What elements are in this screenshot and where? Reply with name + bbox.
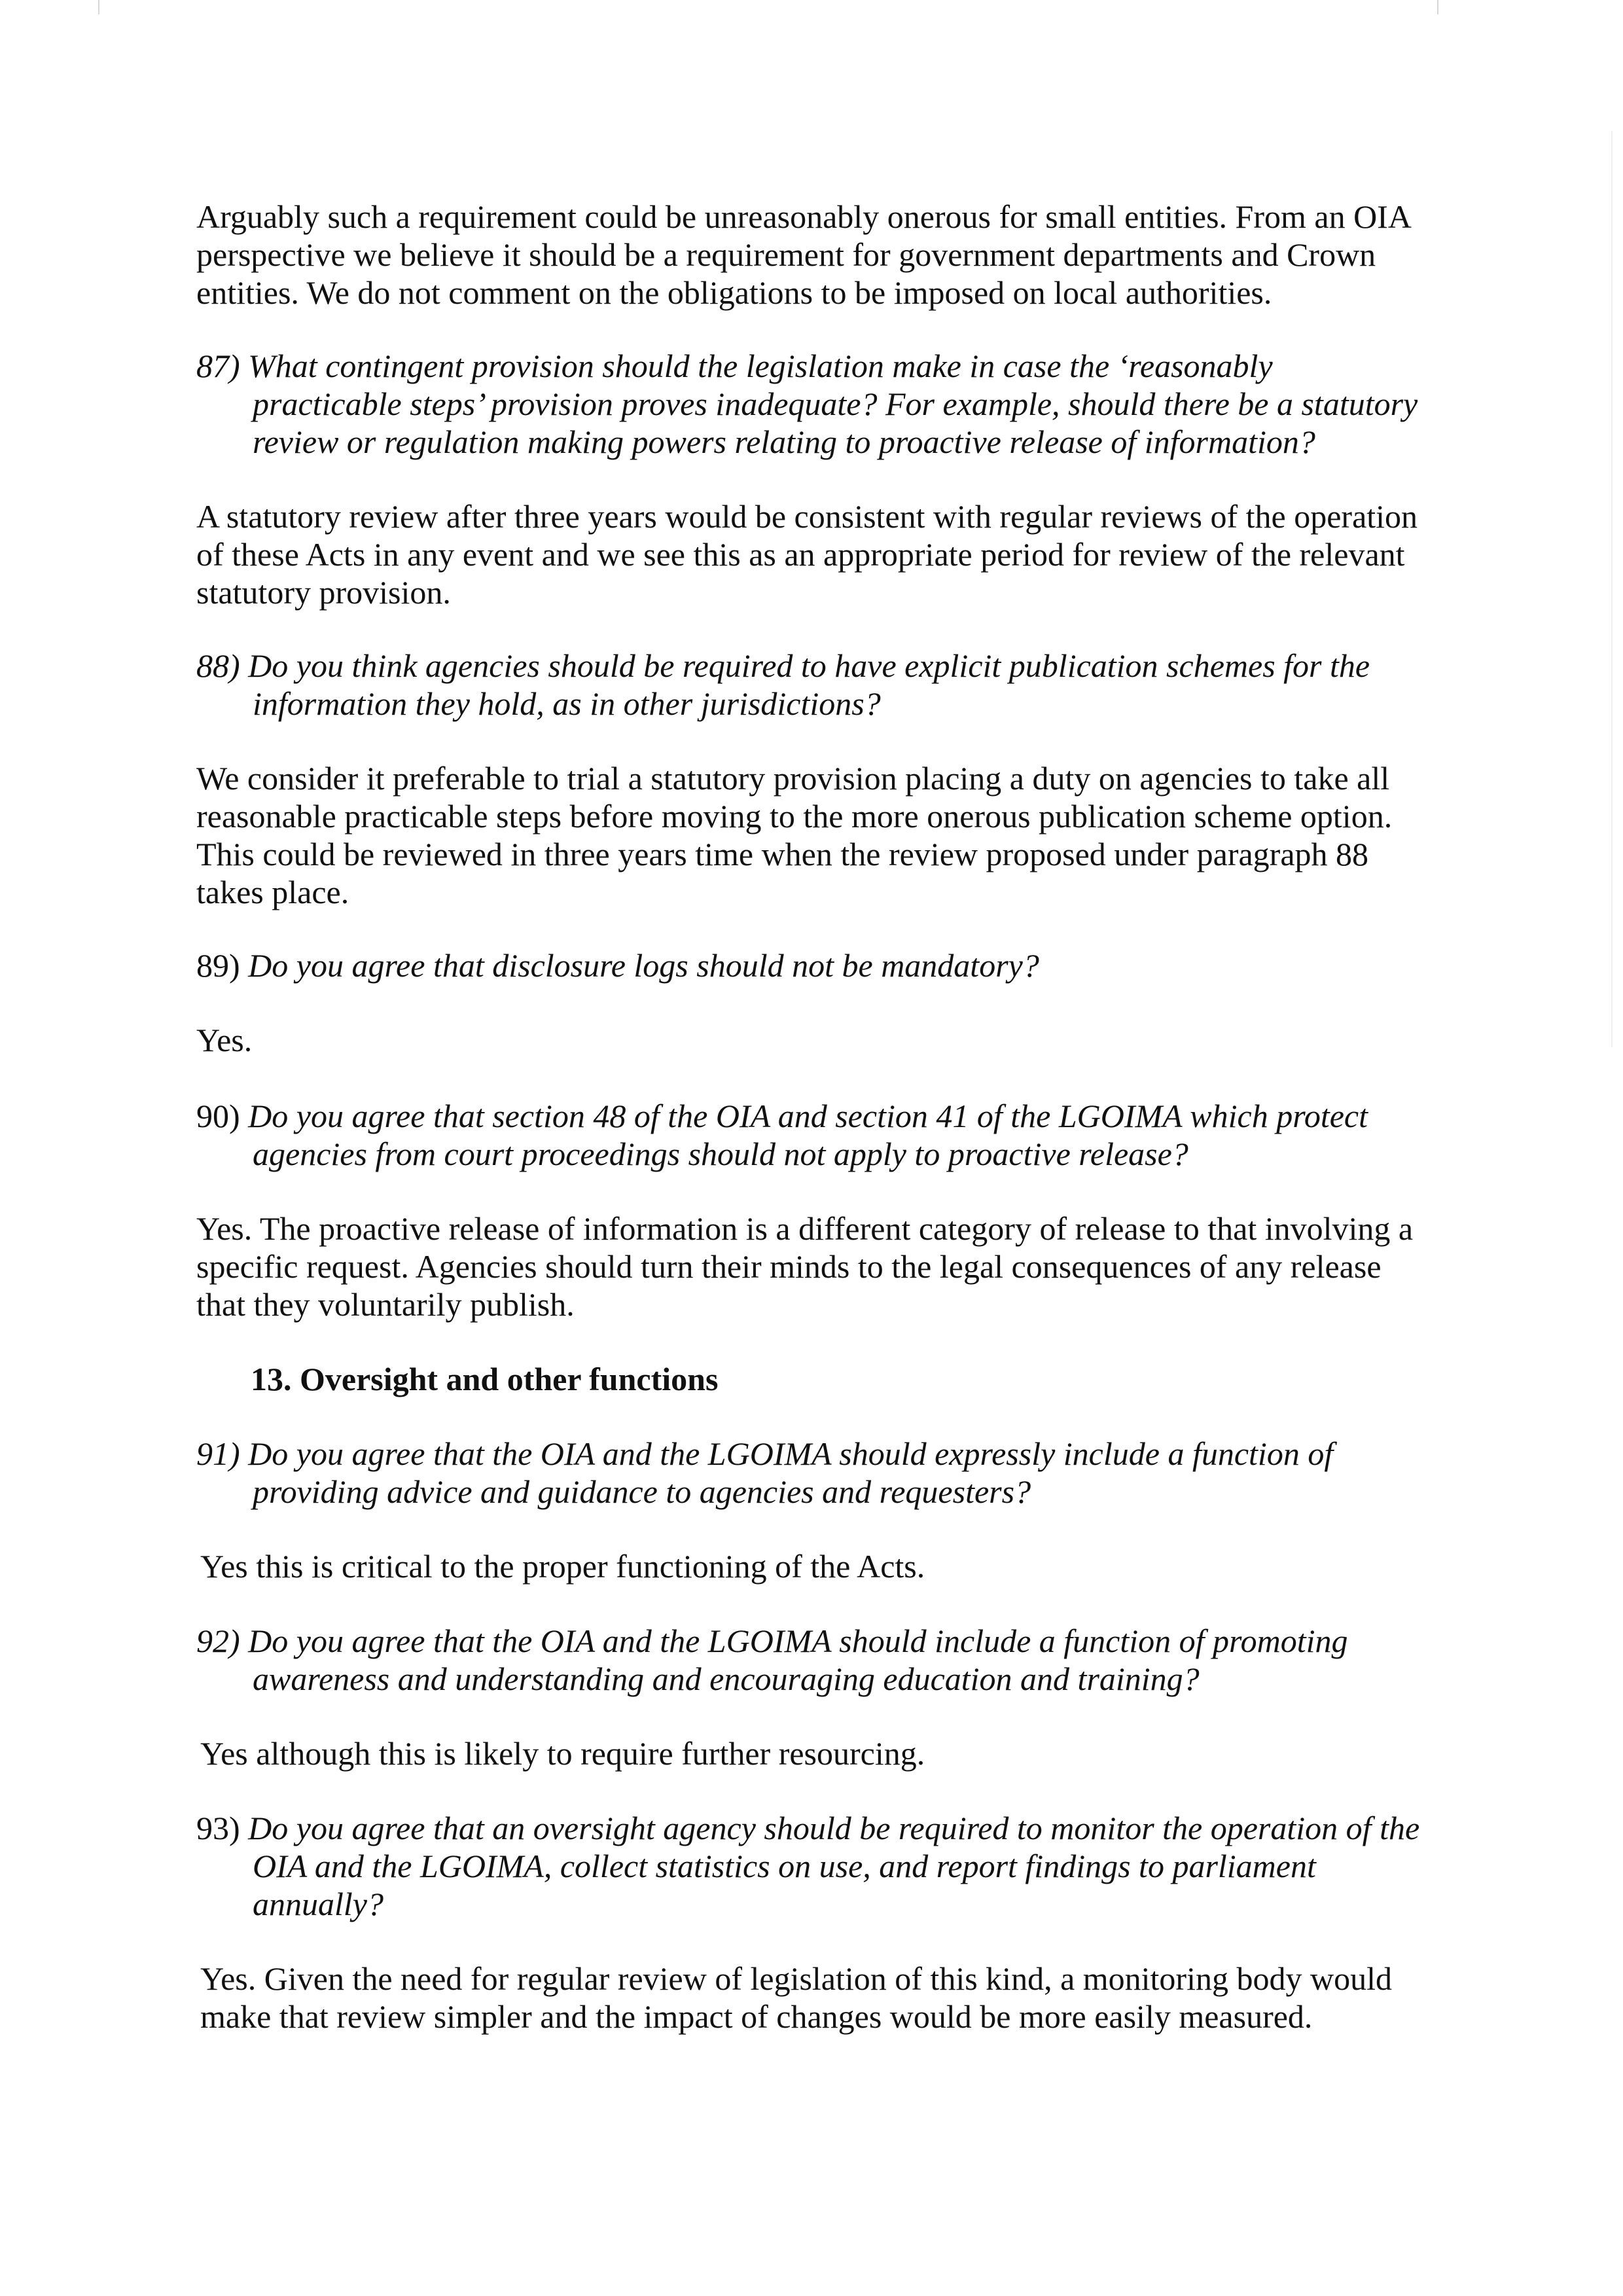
- question-number: 92): [196, 1623, 240, 1659]
- text-line: specific request. Agencies should turn their minds to the legal consequences of any release: [196, 1248, 1382, 1285]
- text-line: perspective we believe it should be a requirement for government departments and Crown: [196, 236, 1376, 273]
- question-text-line: What contingent provision should the legislation make in case the ‘reasonably: [248, 348, 1273, 384]
- question-93: [196, 1809, 1453, 1923]
- question-number: 93): [196, 1810, 240, 1846]
- answer-paragraph: [200, 1547, 1444, 1585]
- question-text-line: Do you think agencies should be required to have explicit publication schemes for the: [248, 647, 1370, 684]
- question-text-line: Do you agree that the OIA and the LGOIMA should expressly include a function of: [248, 1435, 1334, 1472]
- text-line: of these Acts in any event and we see this as an appropriate period for review of the relevant: [196, 536, 1405, 573]
- text-line: We consider it preferable to trial a statutory provision placing a duty on agencies to take all: [196, 760, 1390, 797]
- text-line: Yes this is critical to the proper functioning of the Acts.: [200, 1548, 925, 1585]
- question-text-line: OIA and the LGOIMA, collect statistics on use, and report findings to parliament: [253, 1848, 1316, 1884]
- answer-paragraph: [200, 1960, 1444, 2036]
- text-line: make that review simpler and the impact of changes would be more easily measured.: [200, 1998, 1313, 2035]
- text-line: This could be reviewed in three years time when the review proposed under paragraph 88: [196, 836, 1369, 872]
- question-88: [196, 647, 1453, 723]
- question-text-line: Do you agree that section 48 of the OIA and section 41 of the LGOIMA which protect: [248, 1098, 1368, 1134]
- text-line: Yes. The proactive release of information is a different category of release to that involving a: [196, 1210, 1414, 1247]
- question-89: [196, 946, 1453, 984]
- answer-paragraph: [196, 1210, 1440, 1323]
- question-text-line: annually?: [253, 1886, 383, 1922]
- question-number: 88): [196, 647, 240, 684]
- question-text-line: Do you agree that the OIA and the LGOIMA should include a function of promoting: [248, 1623, 1348, 1659]
- scan-mark-right-edge: [1611, 131, 1613, 1047]
- text-line: Yes.: [196, 1022, 253, 1058]
- answer-paragraph: [196, 497, 1440, 611]
- question-text-line: agencies from court proceedings should not apply to proactive release?: [253, 1136, 1188, 1172]
- question-number: 87): [196, 348, 240, 384]
- section-heading: 13. Oversight and other functions: [251, 1361, 719, 1397]
- question-text-line: providing advice and guidance to agencies and requesters?: [253, 1473, 1031, 1510]
- text-line: statutory provision.: [196, 574, 451, 611]
- question-91: [196, 1435, 1453, 1511]
- question-number: 90): [196, 1098, 240, 1134]
- text-line: reasonable practicable steps before moving to the more onerous publication scheme option.: [196, 798, 1393, 834]
- text-line: Yes. Given the need for regular review of legislation of this kind, a monitoring body would: [200, 1960, 1392, 1997]
- question-number: 89): [196, 947, 240, 984]
- question-number: 91): [196, 1435, 240, 1472]
- text-line: A statutory review after three years would be consistent with regular reviews of the operation: [196, 498, 1418, 535]
- answer-paragraph: [196, 198, 1440, 312]
- text-line: entities. We do not comment on the obligations to be imposed on local authorities.: [196, 274, 1272, 311]
- text-line: Arguably such a requirement could be unreasonably onerous for small entities. From an OIA: [196, 198, 1412, 235]
- answer-paragraph: [200, 1734, 1444, 1772]
- answer-paragraph: [196, 1021, 1440, 1059]
- question-text-line: information they hold, as in other jurisdictions?: [253, 685, 881, 722]
- answer-paragraph: [196, 759, 1440, 911]
- question-text-line: review or regulation making powers relating to proactive release of information?: [253, 423, 1315, 460]
- text-line: takes place.: [196, 874, 349, 910]
- question-text-line: Do you agree that an oversight agency should be required to monitor the operation of the: [248, 1810, 1420, 1846]
- question-92: [196, 1622, 1453, 1698]
- question-87: [196, 347, 1453, 461]
- text-line: Yes although this is likely to require further resourcing.: [200, 1735, 925, 1772]
- scan-mark-top-left: [98, 0, 99, 14]
- scan-mark-top-right: [1437, 0, 1438, 14]
- text-line: that they voluntarily publish.: [196, 1286, 575, 1323]
- question-text-line: awareness and understanding and encouraging education and training?: [253, 1660, 1200, 1697]
- question-90: [196, 1097, 1453, 1173]
- question-text-line: Do you agree that disclosure logs should not be mandatory?: [248, 947, 1039, 984]
- question-text-line: practicable steps’ provision proves inadequate? For example, should there be a statutory: [253, 386, 1418, 422]
